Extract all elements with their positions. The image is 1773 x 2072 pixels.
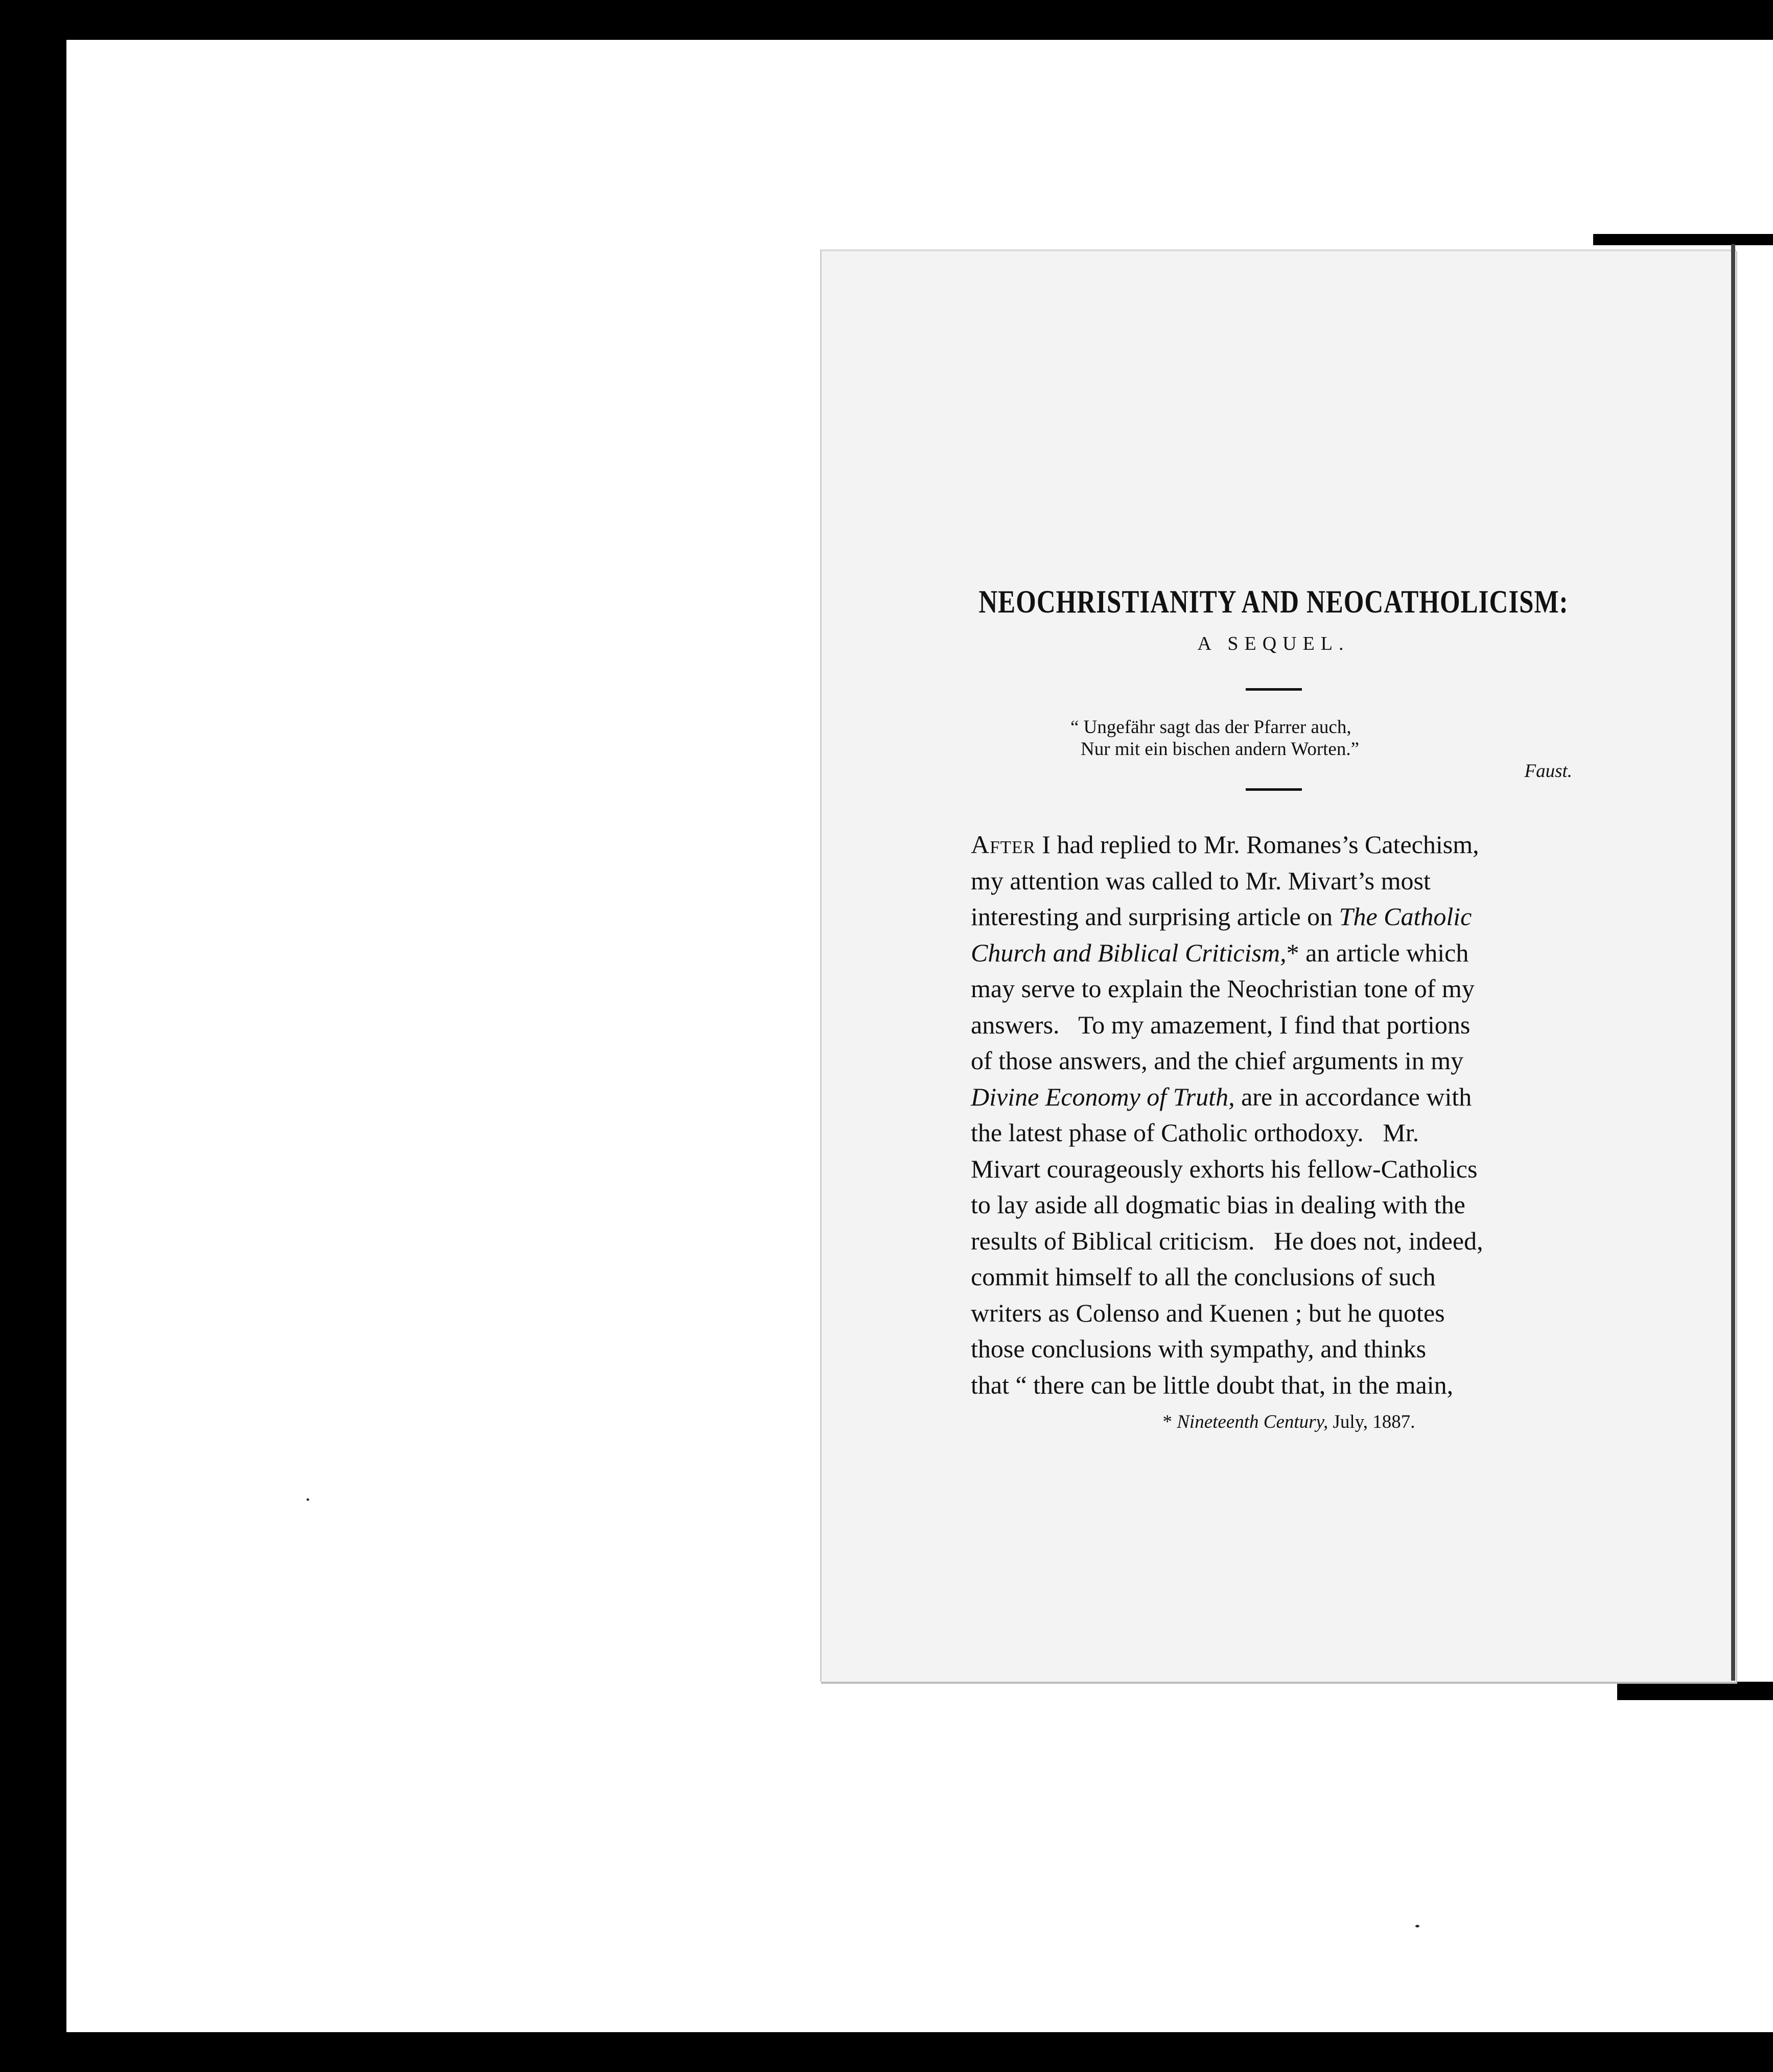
italic-title: Church and Biblical Criticism, bbox=[971, 938, 1287, 967]
text-line: commit himself to all the conclusions of such bbox=[971, 1262, 1436, 1291]
text-span: * an article which bbox=[1286, 938, 1469, 967]
dust-speck bbox=[307, 1498, 309, 1501]
edge-tab-top bbox=[1593, 234, 1773, 245]
text-line: those conclusions with sympathy, and thinks bbox=[971, 1334, 1427, 1363]
text-line bbox=[971, 1079, 1576, 1115]
footnote bbox=[971, 1411, 1576, 1433]
epigraph-attribution: Faust. bbox=[1524, 761, 1572, 782]
text-line: writers as Colenso and Kuenen ; but he quotes bbox=[971, 1298, 1445, 1327]
text-line: answers. To my amazement, I find that portions bbox=[971, 1010, 1471, 1039]
text-line: that “ there can be little doubt that, in the main, bbox=[971, 1370, 1454, 1399]
divider-rule bbox=[1246, 788, 1302, 791]
footnote-date: July, 1887. bbox=[1333, 1411, 1415, 1432]
text-line: the latest phase of Catholic orthodoxy. Mr. bbox=[971, 1118, 1419, 1147]
text-line: my attention was called to Mr. Mivart’s most bbox=[971, 866, 1431, 895]
epigraph bbox=[1070, 716, 1576, 782]
text-line: results of Biblical criticism. He does not, indeed, bbox=[971, 1226, 1483, 1255]
text-line: to lay aside all dogmatic bias in dealing with the bbox=[971, 1190, 1465, 1219]
divider-rule bbox=[1246, 688, 1302, 691]
page-content bbox=[971, 584, 1576, 1433]
epigraph-line: “ Ungefähr sagt das der Pfarrer auch, bbox=[1070, 717, 1351, 738]
text-line bbox=[971, 827, 1576, 863]
text-line bbox=[971, 935, 1576, 971]
edge-tab-bottom bbox=[1617, 1682, 1773, 1700]
page-binding-edge bbox=[1731, 244, 1735, 1681]
text-line: may serve to explain the Neochristian tone of my bbox=[971, 974, 1475, 1003]
epigraph-line: Nur mit ein bischen andern Worten.” bbox=[1081, 739, 1360, 760]
text-line: Mivart courageously exhorts his fellow-Catholics bbox=[971, 1154, 1478, 1183]
italic-title: The Catholic bbox=[1339, 902, 1472, 931]
text-span: interesting and surprising article on bbox=[971, 902, 1333, 931]
page-title: NEOCHRISTIANITY AND NEOCATHOLICISM: bbox=[978, 584, 1569, 620]
dust-speck bbox=[1415, 1925, 1419, 1927]
text-span: are in accordance with bbox=[1241, 1082, 1472, 1111]
text-line bbox=[971, 899, 1576, 935]
footnote-source: Nineteenth Century, bbox=[1177, 1411, 1328, 1432]
page-subtitle: A SEQUEL. bbox=[1197, 633, 1350, 654]
footnote-marker: * bbox=[1162, 1411, 1172, 1432]
text-span: I had replied to Mr. Romanes’s Catechism, bbox=[1042, 830, 1479, 859]
body-text bbox=[971, 827, 1576, 1403]
text-line: of those answers, and the chief arguments in my bbox=[971, 1046, 1464, 1075]
opening-word: After bbox=[971, 830, 1036, 859]
italic-title: Divine Economy of Truth, bbox=[971, 1082, 1235, 1111]
